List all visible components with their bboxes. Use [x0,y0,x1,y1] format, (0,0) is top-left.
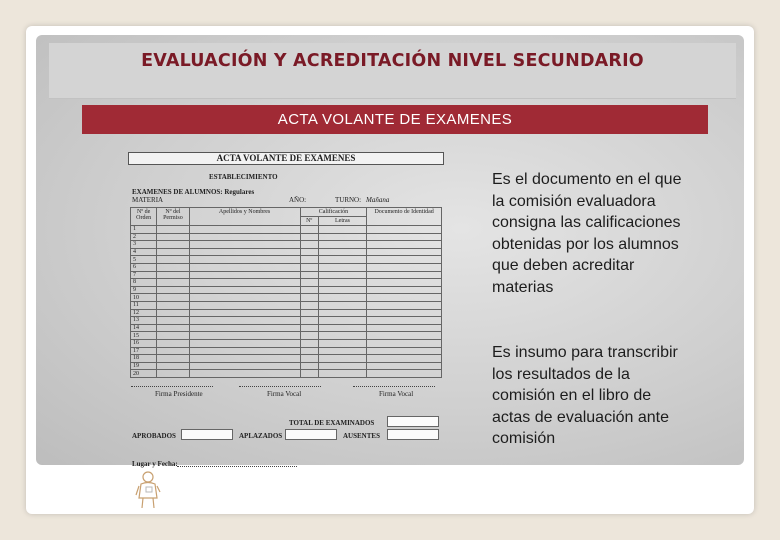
col-documento: Documento de Identidad [367,208,442,226]
page-title: EVALUACIÓN Y ACREDITACIÓN NIVEL SECUNDARIO [141,51,644,71]
student-figure-icon [133,468,165,510]
form-table-row [131,279,442,287]
row-number: 20 [131,370,157,378]
form-table-row [131,248,442,256]
form-table-cell [367,309,442,317]
form-table-cell [189,362,300,370]
form-table-cell [367,332,442,340]
row-number: 4 [131,248,157,256]
form-table-cell [189,226,300,234]
col-calificacion: Calificación [300,208,367,217]
form-table-cell [189,301,300,309]
aplazados-label: APLAZADOS [239,432,283,440]
form-table-cell [367,263,442,271]
form-table-row [131,233,442,241]
form-table-row [131,339,442,347]
form-table-cell [189,256,300,264]
form-table-cell [300,332,318,340]
form-table-cell [318,301,366,309]
row-number: 5 [131,256,157,264]
form-title: ACTA VOLANTE DE EXAMENES [128,152,444,165]
form-table-row [131,347,442,355]
form-table-cell [300,294,318,302]
form-table-cell [300,286,318,294]
total-examinados-label: TOTAL DE EXAMINADOS [289,419,375,427]
form-table-cell [157,233,189,241]
form-table-cell [157,370,189,378]
row-number: 19 [131,362,157,370]
form-table-cell [318,347,366,355]
firma-presidente-label: Firma Presidente [155,390,203,398]
form-table-cell [157,355,189,363]
total-box [387,416,439,427]
form-table-cell [367,347,442,355]
form-table-cell [157,347,189,355]
form-table-cell [300,263,318,271]
row-number: 6 [131,263,157,271]
form-table-cell [318,332,366,340]
form-establecimiento-label: ESTABLECIMIENTO [209,173,278,181]
form-table-cell [300,241,318,249]
form-table-cell [189,309,300,317]
form-table-cell [318,294,366,302]
form-table-cell [189,263,300,271]
form-table-cell [157,317,189,325]
form-table-cell [318,248,366,256]
form-table-cell [367,355,442,363]
form-table-cell [300,226,318,234]
form-table-cell [318,370,366,378]
col-apellidos: Apellidos y Nombres [189,208,300,226]
row-number: 15 [131,332,157,340]
form-table-cell [157,339,189,347]
form-table-cell [300,309,318,317]
form-table-cell [300,271,318,279]
form-table-cell [318,256,366,264]
form-table-cell [367,317,442,325]
form-table-row [131,256,442,264]
form-table-cell [157,226,189,234]
form-table-cell [300,248,318,256]
form-table-row [131,355,442,363]
ausentes-box [387,429,439,440]
form-table-cell [189,324,300,332]
form-table-cell [300,301,318,309]
form-table-cell [318,233,366,241]
col-letras: Letras [318,217,366,226]
form-table-cell [157,256,189,264]
aprobados-label: APROBADOS [132,432,176,440]
form-table-cell [300,324,318,332]
col-numero: Nº [300,217,318,226]
form-table-cell [367,233,442,241]
row-number: 10 [131,294,157,302]
firma-vocal-label-1: Firma Vocal [267,390,302,398]
row-number: 2 [131,233,157,241]
form-table-row [131,301,442,309]
form-table-cell [300,362,318,370]
section-banner: ACTA VOLANTE DE EXAMENES [82,105,708,134]
row-number: 18 [131,355,157,363]
form-table-row [131,241,442,249]
form-table-cell [189,355,300,363]
form-table-cell [157,241,189,249]
form-turno-label: TURNO: [335,196,362,204]
form-table-cell [318,355,366,363]
form-table-cell [367,324,442,332]
form-table-cell [189,339,300,347]
form-table-cell [300,233,318,241]
form-table-cell [157,301,189,309]
form-table-cell [300,256,318,264]
ausentes-label: AUSENTES [343,432,380,440]
form-materia-label: MATERIA [132,196,164,204]
form-table-cell [367,248,442,256]
form-table-cell [367,301,442,309]
form-table-cell [367,256,442,264]
form-table-cell [367,286,442,294]
form-table-row [131,294,442,302]
form-table-cell [318,317,366,325]
form-table-cell [300,347,318,355]
row-number: 13 [131,317,157,325]
row-number: 9 [131,286,157,294]
form-table-cell [157,362,189,370]
form-table-cell [189,347,300,355]
form-table-cell [189,271,300,279]
exam-form-image [121,146,451,476]
form-table-cell [367,241,442,249]
col-orden: Nº de Orden [131,208,157,226]
form-table-row [131,317,442,325]
form-table-cell [157,332,189,340]
row-number: 14 [131,324,157,332]
form-table-cell [189,248,300,256]
form-table-cell [157,286,189,294]
form-table-cell [367,279,442,287]
form-table-cell [157,324,189,332]
form-table-cell [300,370,318,378]
form-table-row [131,362,442,370]
col-permiso: Nº del Permiso [157,208,189,226]
form-table-cell [318,339,366,347]
form-table-cell [157,309,189,317]
form-table-cell [189,317,300,325]
row-number: 3 [131,241,157,249]
form-table-cell [318,226,366,234]
row-number: 7 [131,271,157,279]
firma-vocal-label-2: Firma Vocal [379,390,414,398]
lugar-fecha-label: Lugar y Fecha: [132,460,178,468]
description-paragraph-2: Es insumo para transcribir los resultados de la comisión en el libro de actas de evaluación ante comisión [492,344,678,447]
row-number: 8 [131,279,157,287]
aplazados-box [285,429,337,440]
description-paragraph-1: Es el documento en el que la comisión evaluadora consigna las calificaciones obtenidas por los alumnos que deben acreditar materias [492,171,682,296]
form-table-cell [367,271,442,279]
form-table-cell [300,355,318,363]
form-table-cell [367,226,442,234]
form-table-cell [318,279,366,287]
form-table-cell [300,279,318,287]
row-number: 1 [131,226,157,234]
aprobados-box [181,429,233,440]
form-examenes-label: EXAMENES DE ALUMNOS: Regulares [132,188,255,196]
form-table-cell [367,362,442,370]
form-table-cell [189,332,300,340]
form-table-cell [367,339,442,347]
form-table-cell [189,233,300,241]
form-table-row [131,309,442,317]
form-table-cell [157,294,189,302]
form-table-cell [318,309,366,317]
form-table-cell [157,279,189,287]
form-table-cell [318,241,366,249]
form-table-cell [157,263,189,271]
form-table-cell [318,263,366,271]
form-table-cell [157,271,189,279]
form-table-cell [300,339,318,347]
form-table-cell [189,286,300,294]
form-turno-value: Mañana [366,196,390,204]
form-table-row [131,370,442,378]
form-table-row [131,324,442,332]
form-table-cell [367,294,442,302]
row-number: 11 [131,301,157,309]
form-table-row [131,263,442,271]
row-number: 16 [131,339,157,347]
form-table-row [131,332,442,340]
form-table-cell [157,248,189,256]
form-table-cell [189,294,300,302]
row-number: 12 [131,309,157,317]
form-table-row [131,271,442,279]
form-table-cell [318,362,366,370]
form-table-cell [318,271,366,279]
form-anio-label: AÑO: [289,196,307,204]
form-table-row [131,226,442,234]
form-table-cell [318,286,366,294]
form-table-cell [189,279,300,287]
form-table [130,207,442,377]
form-table-cell [189,370,300,378]
form-table-cell [367,370,442,378]
form-table-cell [318,324,366,332]
row-number: 17 [131,347,157,355]
form-table-cell [189,241,300,249]
form-table-cell [300,317,318,325]
form-table-row [131,286,442,294]
